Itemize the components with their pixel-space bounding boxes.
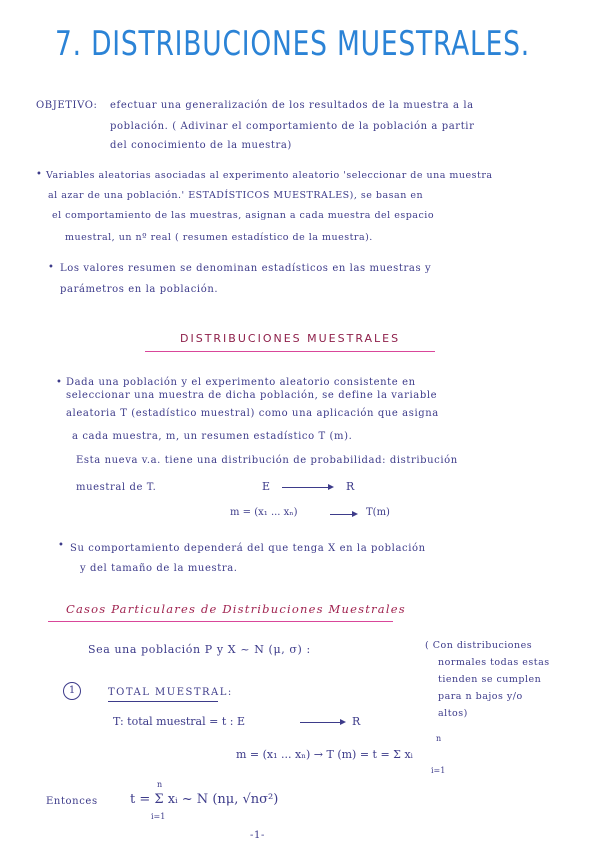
side-note-line-2: normales todas estas bbox=[438, 657, 550, 668]
result-sum-lower: i=1 bbox=[151, 812, 166, 821]
map1-arrow-line bbox=[282, 487, 328, 488]
def-line-3: aleatoria T (estadístico muestral) como una aplicación que asigna bbox=[66, 408, 439, 419]
population-line: Sea una población P y X ~ N (μ, σ) : bbox=[88, 643, 311, 656]
def-line-1: Dada una población y el experimento aleatorio consistente en bbox=[66, 377, 416, 388]
case-1-def-right: R bbox=[352, 715, 361, 728]
side-note-line-3: tienden se cumplen bbox=[438, 674, 542, 685]
case-1-formula: m = (x₁ ... xₙ) → T (m) = t = Σ xᵢ bbox=[236, 748, 413, 761]
case-1-label: TOTAL MUESTRAL: bbox=[108, 687, 233, 698]
case-1-number-circle: 1 bbox=[63, 682, 81, 700]
def-line-2: seleccionar una muestra de dicha población, se define la variable bbox=[66, 390, 438, 401]
case-1-label-underline bbox=[108, 701, 218, 702]
map2-right: T(m) bbox=[366, 507, 390, 518]
cases-title: Casos Particulares de Distribuciones Muestrales bbox=[66, 602, 406, 616]
def-line-5: Esta nueva v.a. tiene una distribución de probabilidad: distribución bbox=[76, 455, 458, 466]
side-note-line-1: ( Con distribuciones bbox=[425, 640, 533, 651]
bullet-2-line-2: parámetros en la población. bbox=[60, 284, 219, 295]
case-1-sum-upper: n bbox=[436, 734, 442, 743]
result-sum-upper: n bbox=[157, 780, 163, 789]
case-1-arrow-line bbox=[300, 722, 340, 723]
case-1-result: t = Σ xᵢ ~ N (nμ, √nσ²) bbox=[130, 792, 279, 807]
bullet-1-line-4: muestral, un nº real ( resumen estadístico de la muestra). bbox=[65, 232, 373, 243]
entonces-label: Entonces bbox=[46, 796, 98, 807]
bullet-1-dot: • bbox=[36, 169, 42, 180]
map2-arrow-head bbox=[352, 511, 358, 517]
bullet-1-line-3: el comportamiento de las muestras, asignan a cada muestra del espacio bbox=[52, 210, 435, 221]
case-1-arrow-head bbox=[340, 719, 346, 725]
cases-underline bbox=[48, 621, 393, 622]
section-underline bbox=[145, 351, 435, 352]
bullet-3-line-2: y del tamaño de la muestra. bbox=[80, 563, 238, 574]
map2-arrow-line bbox=[330, 514, 352, 515]
def-dot: • bbox=[56, 377, 62, 388]
bullet-2-dot: • bbox=[48, 262, 54, 273]
objetivo-line-1: efectuar una generalización de los resultados de la muestra a la bbox=[110, 100, 474, 111]
def-line-4: a cada muestra, m, un resumen estadístico T (m). bbox=[72, 431, 353, 442]
map1-codomain: R bbox=[346, 480, 355, 493]
objetivo-label: OBJETIVO: bbox=[36, 100, 98, 111]
bullet-1-line-2: al azar de una población.' ESTADÍSTICOS MUESTRALES), se basan en bbox=[48, 190, 424, 201]
case-1-sum-lower: i=1 bbox=[431, 766, 446, 775]
side-note-line-4: para n bajos y/o bbox=[438, 691, 523, 702]
section-title: DISTRIBUCIONES MUESTRALES bbox=[180, 332, 401, 345]
def-line-6: muestral de T. bbox=[76, 482, 157, 493]
map1-domain: E bbox=[262, 480, 271, 493]
map2-left: m = (x₁ ... xₙ) bbox=[230, 507, 298, 518]
map1-arrow-head bbox=[328, 484, 334, 490]
bullet-3-dot: • bbox=[58, 540, 64, 551]
case-1-def-left: T: total muestral = t : E bbox=[113, 715, 245, 728]
objetivo-line-3: del conocimiento de la muestra) bbox=[110, 140, 292, 151]
page-title: 7. DISTRIBUCIONES MUESTRALES. bbox=[55, 24, 530, 64]
side-note-line-5: altos) bbox=[438, 708, 468, 719]
bullet-3-line-1: Su comportamiento dependerá del que tenga X en la población bbox=[70, 543, 426, 554]
bullet-1-line-1: Variables aleatorias asociadas al experimento aleatorio 'seleccionar de una muestra bbox=[46, 170, 493, 181]
objetivo-line-2: población. ( Adivinar el comportamiento de la población a partir bbox=[110, 121, 475, 132]
bullet-2-line-1: Los valores resumen se denominan estadísticos en las muestras y bbox=[60, 263, 432, 274]
page-number: -1- bbox=[250, 830, 265, 841]
